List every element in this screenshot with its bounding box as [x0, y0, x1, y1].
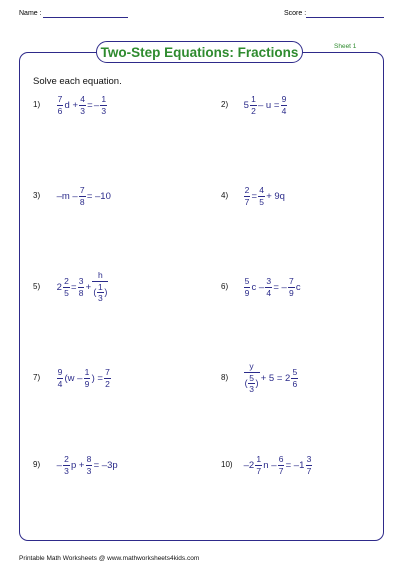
problem-number: 2)	[221, 100, 229, 109]
fraction	[244, 186, 251, 206]
denominator: 4	[281, 105, 287, 116]
fraction	[104, 368, 111, 388]
problem-number: 4)	[221, 191, 229, 200]
problem-number: 5)	[33, 282, 41, 291]
numerator: 2	[64, 276, 69, 286]
equation	[243, 182, 286, 210]
fraction	[278, 455, 285, 475]
equation-text: =	[251, 190, 258, 202]
equation-text: = –	[273, 281, 287, 293]
numerator: 1	[101, 94, 107, 104]
sheet-label: Sheet 1	[334, 43, 357, 50]
numerator: h	[98, 270, 103, 281]
denominator: 3	[64, 465, 69, 476]
numerator: 1	[256, 454, 262, 464]
inner-fraction	[248, 374, 255, 394]
equation-text: c –	[251, 281, 265, 293]
numerator: 7	[105, 367, 110, 377]
denominator	[92, 283, 108, 303]
fraction	[255, 455, 262, 475]
numerator: 1	[84, 367, 90, 377]
equation	[56, 451, 118, 479]
fraction	[100, 95, 107, 115]
numerator: y	[249, 361, 254, 372]
denominator: 5	[259, 196, 264, 207]
fraction	[281, 95, 288, 115]
fraction	[244, 277, 251, 297]
denominator: 3	[86, 465, 92, 476]
worksheet-title-text: Two-Step Equations: Fractions	[100, 44, 299, 60]
equation-text: =	[71, 281, 77, 293]
equation	[243, 451, 313, 479]
equation-text: ) =	[91, 372, 103, 384]
open-paren: (	[93, 287, 97, 298]
numerator: 1	[251, 94, 256, 104]
equation	[56, 91, 108, 119]
fraction	[258, 186, 265, 206]
numerator: 8	[86, 454, 92, 464]
numerator: 6	[278, 454, 284, 464]
fraction	[63, 455, 70, 475]
equation-text: c	[295, 281, 301, 293]
equation-text: =	[87, 99, 93, 111]
denominator: 8	[78, 287, 84, 298]
equation	[56, 364, 111, 392]
equation-text: –m –	[56, 190, 78, 202]
equation-text: = –3p	[93, 459, 118, 471]
fraction	[265, 277, 272, 297]
denominator: 8	[79, 196, 85, 207]
fraction	[288, 277, 295, 297]
equation	[243, 361, 299, 395]
numerator: 5	[249, 372, 254, 383]
name-line[interactable]	[43, 17, 128, 18]
equation-text: p +	[71, 459, 85, 471]
denominator: 4	[57, 378, 63, 389]
equation-text: d +	[64, 99, 78, 111]
equation	[243, 273, 301, 301]
denominator: 4	[266, 287, 272, 298]
equation-text: – u =	[258, 99, 280, 111]
fraction	[86, 455, 93, 475]
score-line[interactable]	[306, 17, 384, 18]
problem-number: 10)	[221, 460, 233, 469]
open-paren: (	[244, 378, 248, 389]
denominator: 3	[98, 293, 103, 304]
fraction	[306, 455, 313, 475]
numerator: 7	[57, 94, 63, 104]
numerator: 3	[78, 276, 84, 286]
problem-number: 3)	[33, 191, 41, 200]
instructions: Solve each equation.	[33, 76, 122, 87]
numerator: 4	[259, 185, 264, 195]
denominator: 3	[249, 384, 254, 395]
complex-fraction	[92, 271, 108, 303]
equation-text: –	[93, 99, 100, 111]
equation-text: 5	[243, 99, 249, 111]
footer-text: Printable Math Worksheets @ www.mathworksheets4kids.com	[19, 555, 200, 562]
score-label: Score :	[284, 10, 307, 17]
equation	[56, 182, 111, 210]
equation-text: –	[56, 459, 62, 471]
numerator: 1	[98, 281, 103, 292]
problem-number: 7)	[33, 373, 41, 382]
denominator	[244, 374, 260, 394]
worksheet-title	[96, 41, 303, 63]
inner-fraction	[97, 283, 104, 303]
numerator: 2	[244, 185, 250, 195]
equation-text: = –1	[285, 459, 305, 471]
numerator: 3	[266, 276, 272, 286]
denominator: 7	[244, 196, 250, 207]
numerator: 7	[79, 185, 85, 195]
equation-text: = –10	[86, 190, 111, 202]
numerator: 9	[57, 367, 63, 377]
equation-text: n –	[263, 459, 277, 471]
numerator: 5	[244, 276, 250, 286]
equation-text: + 9q	[266, 190, 285, 202]
numerator: 9	[281, 94, 287, 104]
fraction	[63, 277, 70, 297]
fraction	[79, 186, 86, 206]
denominator: 9	[288, 287, 294, 298]
equation	[56, 270, 109, 304]
denominator: 3	[101, 105, 107, 116]
numerator: 5	[292, 367, 298, 377]
equation	[243, 91, 288, 119]
fraction	[78, 277, 85, 297]
equation-text: (w –	[64, 372, 83, 384]
equation-text: 2	[56, 281, 62, 293]
numerator: 7	[288, 276, 294, 286]
complex-fraction	[244, 362, 260, 394]
denominator: 6	[57, 105, 63, 116]
close-paren: )	[104, 287, 108, 298]
problem-number: 6)	[221, 282, 229, 291]
fraction	[79, 95, 86, 115]
equation-text: +	[85, 281, 92, 293]
fraction	[57, 368, 64, 388]
denominator: 3	[80, 105, 85, 116]
close-paren: )	[255, 378, 259, 389]
denominator: 6	[292, 378, 298, 389]
numerator: 2	[64, 454, 69, 464]
denominator: 9	[244, 287, 250, 298]
numerator: 4	[80, 94, 85, 104]
denominator: 9	[84, 378, 90, 389]
fraction	[250, 95, 257, 115]
problem-number: 8)	[221, 373, 229, 382]
problem-number: 1)	[33, 100, 41, 109]
equation-text: + 5 = 2	[260, 372, 291, 384]
fraction	[57, 95, 64, 115]
fraction	[84, 368, 91, 388]
denominator: 7	[278, 465, 284, 476]
denominator: 7	[306, 465, 312, 476]
denominator: 2	[105, 378, 110, 389]
equation-text: –2	[243, 459, 255, 471]
numerator: 3	[306, 454, 312, 464]
problem-number: 9)	[33, 460, 41, 469]
fraction	[291, 368, 298, 388]
denominator: 5	[64, 287, 69, 298]
name-label: Name :	[19, 10, 42, 17]
denominator: 2	[251, 105, 256, 116]
denominator: 7	[256, 465, 262, 476]
